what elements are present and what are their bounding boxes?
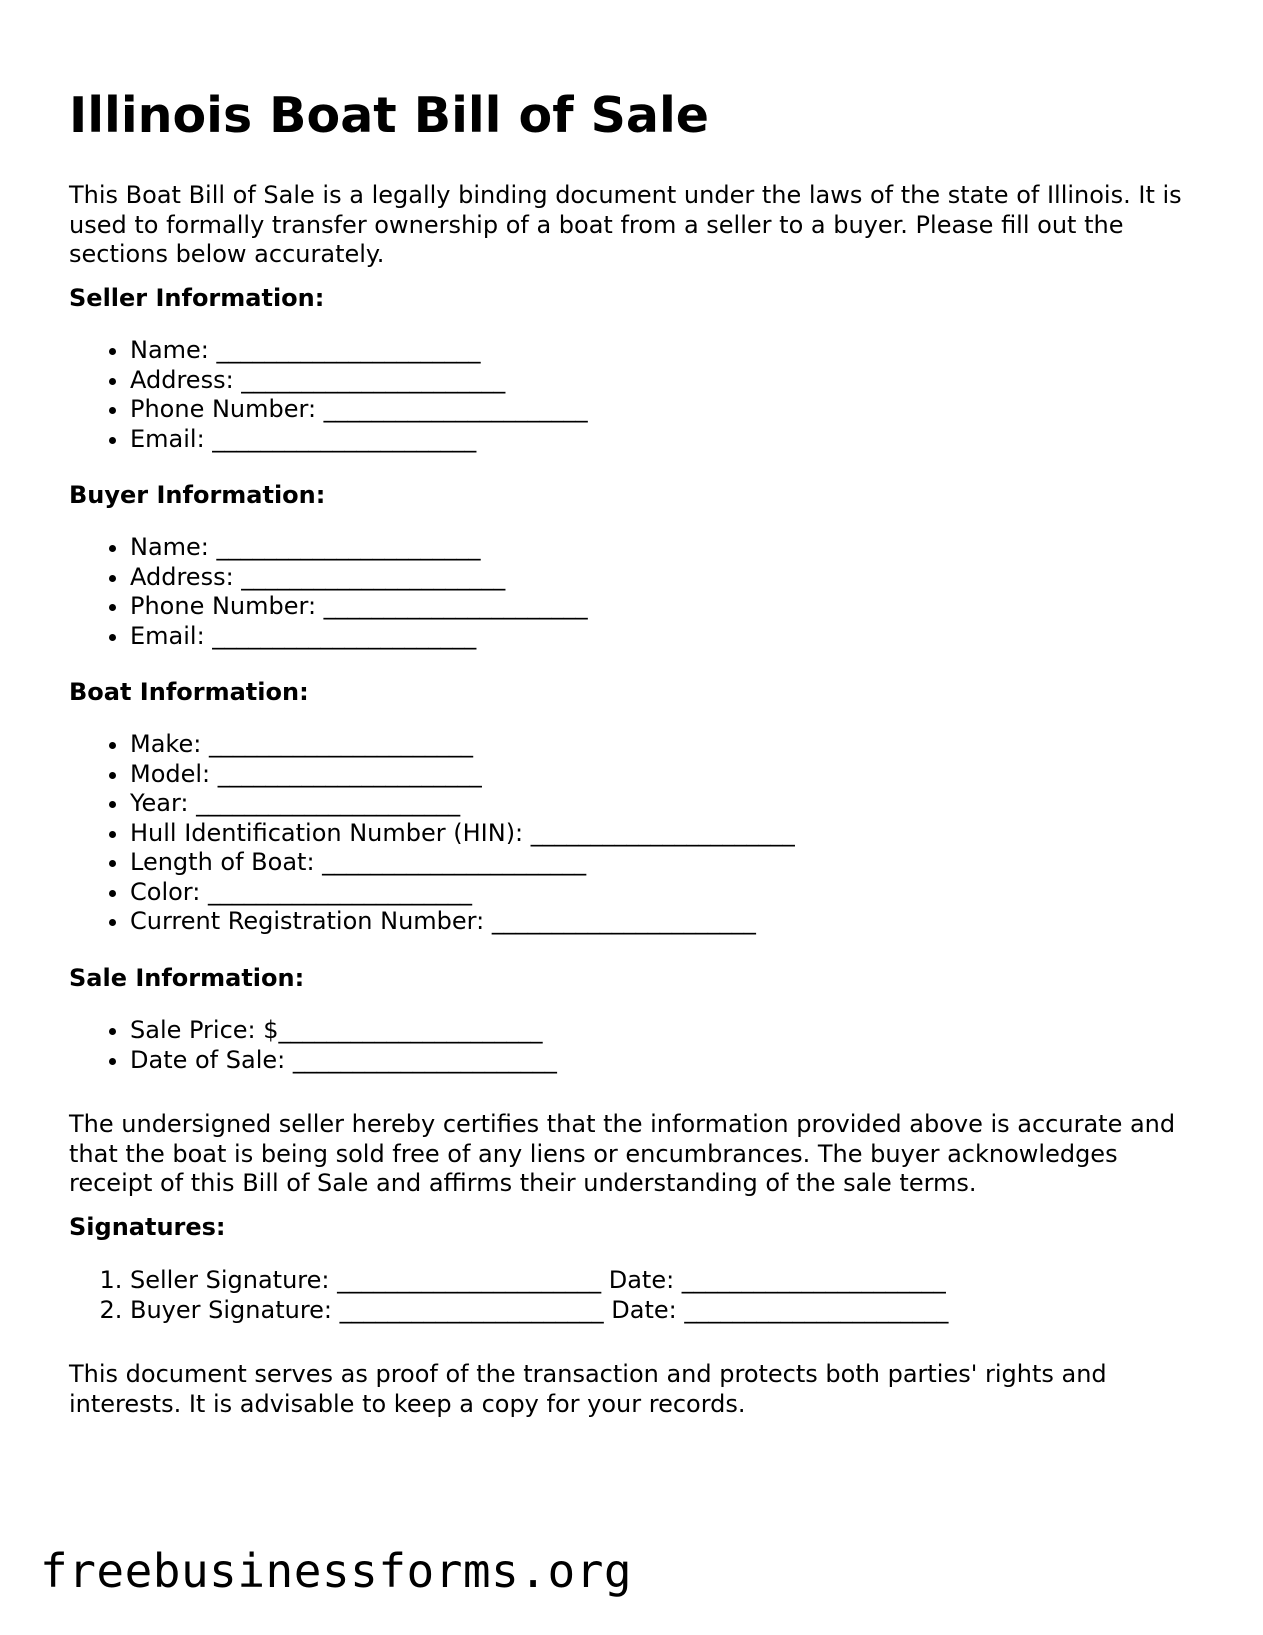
boat-heading: Boat Information: [69,678,309,706]
boat-model-field[interactable]: • Model: ______________________ [130,760,795,790]
signatures-heading: Signatures: [69,1213,226,1241]
seller-name-field[interactable]: • Name: ______________________ [130,336,588,366]
boat-color-field[interactable]: • Color: ______________________ [130,878,795,908]
footer-watermark: freebusinessforms.org [40,1544,633,1598]
signatures-list [69,1266,948,1325]
boat-fields-list [69,730,795,937]
buyer-address-field[interactable]: • Address: ______________________ [130,563,588,593]
intro-paragraph: This Boat Bill of Sale is a legally binding document under the laws of the state of Illinois. It is used to formally transfer ownership of a boat from a seller to a buyer. Please fill out the sections below accurately. [69,181,1182,268]
seller-signature-line[interactable]: 1. Seller Signature: ______________________ Date: ______________________ [130,1266,948,1296]
boat-year-field[interactable]: • Year: ______________________ [130,789,795,819]
seller-email-field[interactable]: • Email: ______________________ [130,425,588,455]
seller-phone-field[interactable]: • Phone Number: ______________________ [130,395,588,425]
buyer-name-field[interactable]: • Name: ______________________ [130,533,588,563]
page-title: Illinois Boat Bill of Sale [69,87,709,144]
sale-date-field[interactable]: • Date of Sale: ______________________ [130,1046,557,1076]
boat-make-field[interactable]: • Make: ______________________ [130,730,795,760]
boat-hin-field[interactable]: • Hull Identification Number (HIN): ______________________ [130,819,795,849]
buyer-signature-line[interactable]: 2. Buyer Signature: ______________________ Date: ______________________ [130,1296,948,1326]
boat-registration-field[interactable]: • Current Registration Number: ______________________ [130,907,795,937]
boat-length-field[interactable]: • Length of Boat: ______________________ [130,848,795,878]
certification-paragraph: The undersigned seller hereby certifies that the information provided above is accurate and that the boat is being sold free of any liens or encumbrances. The buyer acknowledges receipt of this Bill of Sale and affirms their understanding of the sale terms. [69,1110,1176,1197]
sale-fields-list [69,1016,557,1075]
seller-address-field[interactable]: • Address: ______________________ [130,366,588,396]
buyer-fields-list [69,533,588,651]
buyer-heading: Buyer Information: [69,481,326,509]
sale-heading: Sale Information: [69,964,305,992]
seller-heading: Seller Information: [69,284,325,312]
closing-paragraph: This document serves as proof of the transaction and protects both parties' rights and interests. It is advisable to keep a copy for your records. [69,1360,1107,1418]
sale-price-field[interactable]: • Sale Price: $______________________ [130,1016,557,1046]
seller-fields-list [69,336,588,454]
buyer-email-field[interactable]: • Email: ______________________ [130,622,588,652]
buyer-phone-field[interactable]: • Phone Number: ______________________ [130,592,588,622]
